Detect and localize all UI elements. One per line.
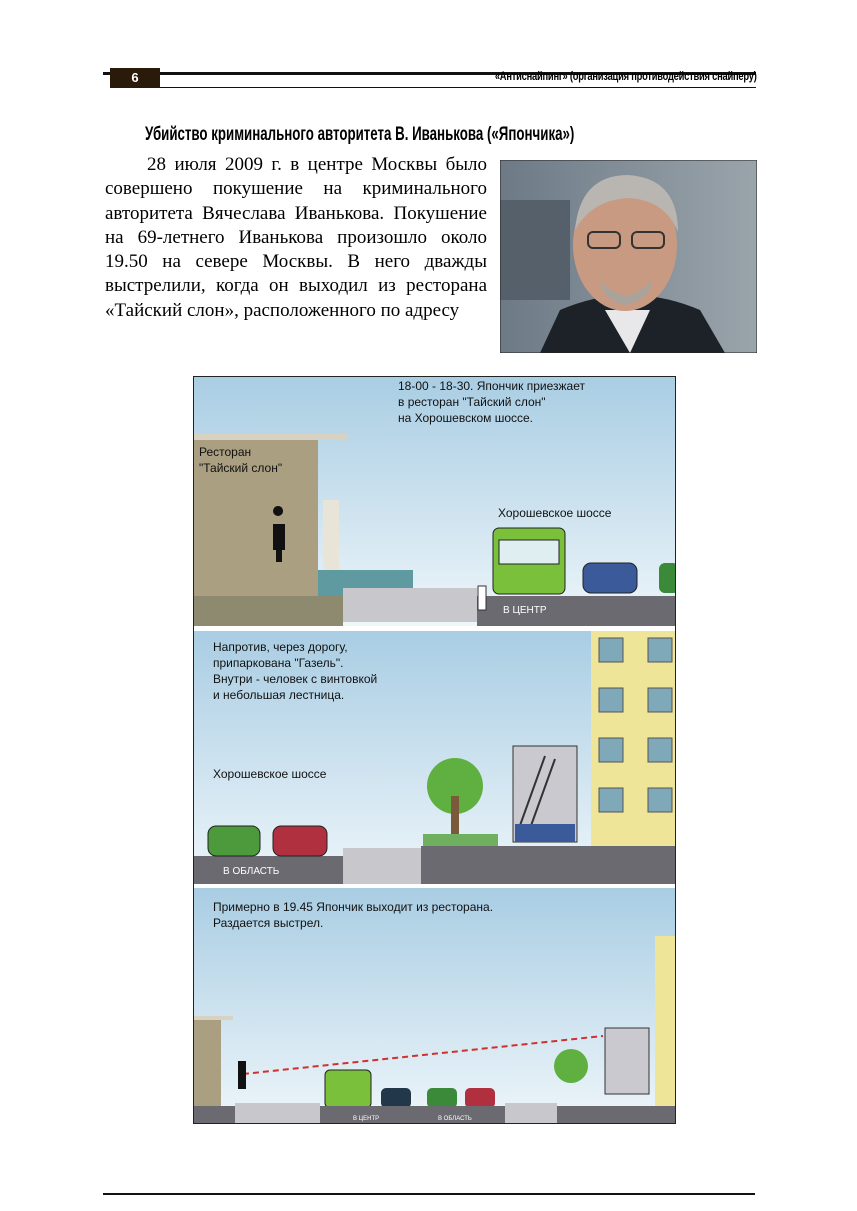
restaurant-label: "Тайский слон"	[199, 461, 283, 475]
restaurant-label: Ресторан	[199, 445, 252, 459]
direction-label: В ЦЕНТР	[353, 1116, 380, 1122]
article-title: Убийство криминального авторитета В. Иванькова («Япончика»)	[145, 124, 575, 145]
page-number: 6	[110, 68, 160, 88]
caption-line: Напротив, через дорогу,	[213, 640, 348, 654]
panel-shot	[193, 888, 676, 1124]
direction-label: В ОБЛАСТЬ	[223, 866, 280, 877]
panel-gazelle	[193, 631, 676, 886]
road-label: Хорошевское шоссе	[213, 767, 327, 781]
portrait-photo	[500, 160, 757, 353]
caption-line: на Хорошевском шоссе.	[398, 411, 534, 425]
shooting-scheme-infographic	[193, 376, 676, 1124]
caption-line: 18-00 - 18-30. Япончик приезжает	[398, 379, 585, 393]
caption-line: Раздается выстрел.	[213, 916, 324, 930]
caption-line: в ресторан "Тайский слон"	[398, 395, 546, 409]
article-body: 28 июля 2009 г. в центре Москвы было совершено покушение на криминального авторитета Вячеслава Иванькова. Покушение на 69-летнего Иванькова произошло около 19.50 на севере Москвы. В него дважды выстрелили, когда он выходил из ресторана «Тайский слон», расположенного по адресу	[105, 154, 487, 321]
caption-line: и небольшая лестница.	[213, 688, 345, 702]
header-rule-thin	[160, 87, 756, 88]
caption-line: Внутри - человек с винтовкой	[213, 672, 378, 686]
road-label: Хорошевское шоссе	[498, 506, 612, 520]
caption-line: припаркована "Газель".	[213, 656, 344, 670]
footer-rule	[103, 1193, 755, 1195]
direction-label: В ЦЕНТР	[503, 605, 547, 616]
caption-line: Примерно в 19.45 Япончик выходит из ресторана.	[213, 900, 494, 914]
direction-label: В ОБЛАСТЬ	[438, 1116, 472, 1122]
running-title: «Антиснайпинг» (организация противодействия снайперу)	[495, 69, 757, 83]
panel-arrival	[193, 376, 676, 626]
